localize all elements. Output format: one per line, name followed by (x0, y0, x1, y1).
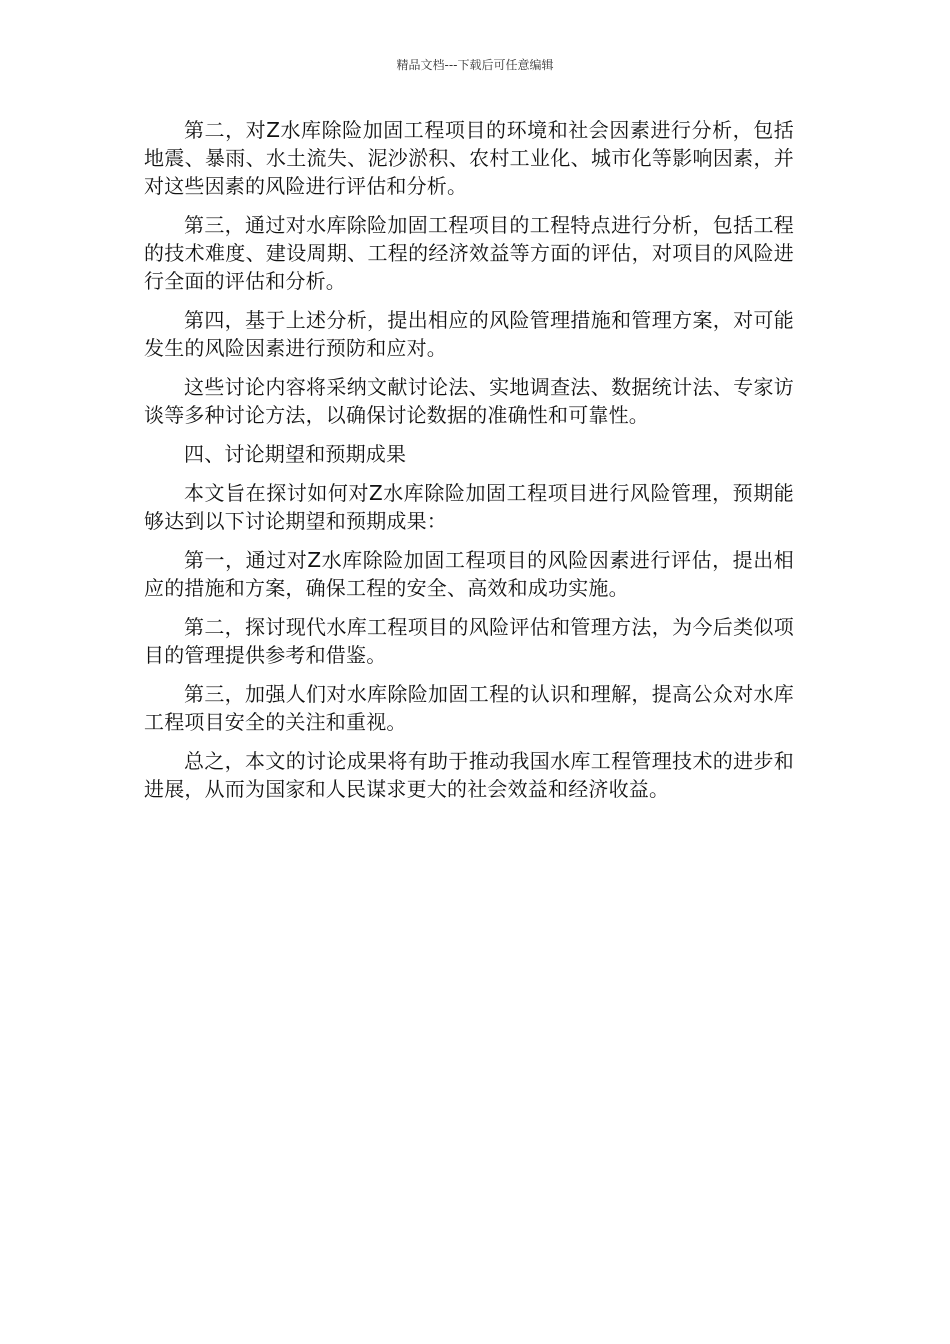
paragraph: 第二，探讨现代水库工程项目的风险评估和管理方法，为今后类似项目的管理提供参考和借鉴。 (144, 615, 794, 667)
paragraph: 这些讨论内容将采纳文献讨论法、实地调查法、数据统计法、专家访谈等多种讨论方法，以确保讨论数据的准确性和可靠性。 (144, 375, 794, 427)
paragraph: 本文旨在探讨如何对Z水库除险加固工程项目进行风险管理，预期能够达到以下讨论期望和预期成果： (144, 481, 794, 533)
page-header: 精品文档---下载后可任意编辑 (396, 58, 554, 72)
paragraph: 第三，通过对水库除险加固工程项目的工程特点进行分析，包括工程的技术难度、建设周期、工程的经济效益等方面的评估，对项目的风险进行全面的评估和分析。 (144, 213, 794, 293)
document-body (144, 116, 794, 814)
paragraph: 第一，通过对Z水库除险加固工程项目的风险因素进行评估，提出相应的措施和方案，确保工程的安全、高效和成功实施。 (144, 548, 794, 600)
paragraph: 第二，对Z水库除险加固工程项目的环境和社会因素进行分析，包括地震、暴雨、水土流失、泥沙淤积、农村工业化、城市化等影响因素，并对这些因素的风险进行评估和分析。 (144, 118, 794, 198)
paragraph: 第三，加强人们对水库除险加固工程的认识和理解，提高公众对水库工程项目安全的关注和重视。 (144, 682, 794, 734)
paragraph: 总之，本文的讨论成果将有助于推动我国水库工程管理技术的进步和进展，从而为国家和人民谋求更大的社会效益和经济收益。 (144, 749, 794, 801)
section-heading: 四、讨论期望和预期成果 (184, 442, 407, 466)
paragraph: 第四，基于上述分析，提出相应的风险管理措施和管理方案，对可能发生的风险因素进行预防和应对。 (144, 308, 794, 360)
